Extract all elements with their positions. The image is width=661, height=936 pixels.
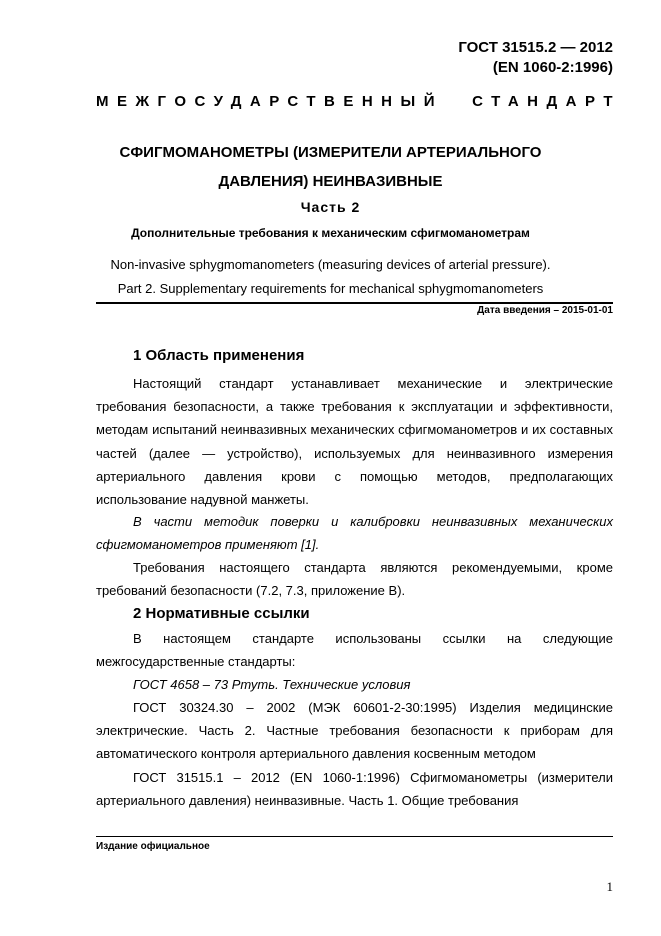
reference-gost-31515-1: ГОСТ 31515.1 – 2012 (EN 1060-1:1996) Сфигмоманометры (измерители артериального давления) неинвазивные. Часть 1. Общие требования: [96, 770, 613, 809]
section-2-heading: 2 Нормативные ссылки: [133, 605, 310, 622]
reference-gost-4658: ГОСТ 4658 – 73 Ртуть. Технические условия: [133, 677, 411, 692]
title-line-1: СФИГМОМАНОМЕТРЫ (ИЗМЕРИТЕЛИ АРТЕРИАЛЬНОГО: [119, 144, 542, 161]
section-1-paragraph-1: Настоящий стандарт устанавливает механические и электрические требования безопасности, а также требования к эксплуатации и эффективности, методам испытаний неинвазивных механических сфигмоманометров и их составных частей (далее — устройство), используемых для неинвазивного измерения артериального давления крови с помощью методов, предполагающих использование надувной манжеты.: [96, 376, 613, 508]
document-designation: [458, 38, 613, 78]
gost-number: ГОСТ 31515.2 — 2012: [458, 39, 613, 56]
english-title-line-1: Non-invasive sphygmomanometers (measuring devices of arterial pressure).: [110, 257, 551, 272]
reference-gost-30324-30: ГОСТ 30324.30 – 2002 (МЭК 60601-2-30:1995) Изделия медицинские электрические. Часть 2. Частные требования безопасности к приборам для автоматического контроля артериального давления косвенным методом: [96, 700, 613, 762]
banner-word-interstate: МЕЖГОСУДАРСТВЕННЫЙ: [96, 93, 443, 110]
section-1-paragraph-2: В части методик поверки и калибровки неинвазивных механических сфигмоманометров применяют [1].: [96, 514, 613, 553]
part-label: Часть 2: [300, 199, 361, 215]
title-line-2: ДАВЛЕНИЯ) НЕИНВАЗИВНЫЕ: [218, 173, 443, 190]
standard-type-banner: [96, 92, 621, 112]
section-1-paragraph-3: Требования настоящего стандарта являются рекомендуемыми, кроме требований безопасности (7.2, 7.3, приложение В).: [96, 560, 613, 599]
footer-divider: [96, 836, 613, 837]
page-number: 1: [606, 879, 613, 894]
section-2-paragraph-1: В настоящем стандарте использованы ссылки на следующие межгосударственные стандарты:: [96, 631, 613, 670]
banner-word-standard: СТАНДАРТ: [472, 93, 621, 110]
subtitle: Дополнительные требования к механическим сфигмоманометрам: [131, 226, 530, 240]
official-edition-label: Издание официальное: [96, 841, 210, 852]
section-1-heading: 1 Область применения: [133, 347, 305, 364]
en-number: (EN 1060-2:1996): [492, 59, 613, 76]
introduction-date: Дата введения – 2015-01-01: [477, 305, 613, 316]
english-title-line-2: Part 2. Supplementary requirements for mechanical sphygmomanometers: [117, 281, 544, 296]
